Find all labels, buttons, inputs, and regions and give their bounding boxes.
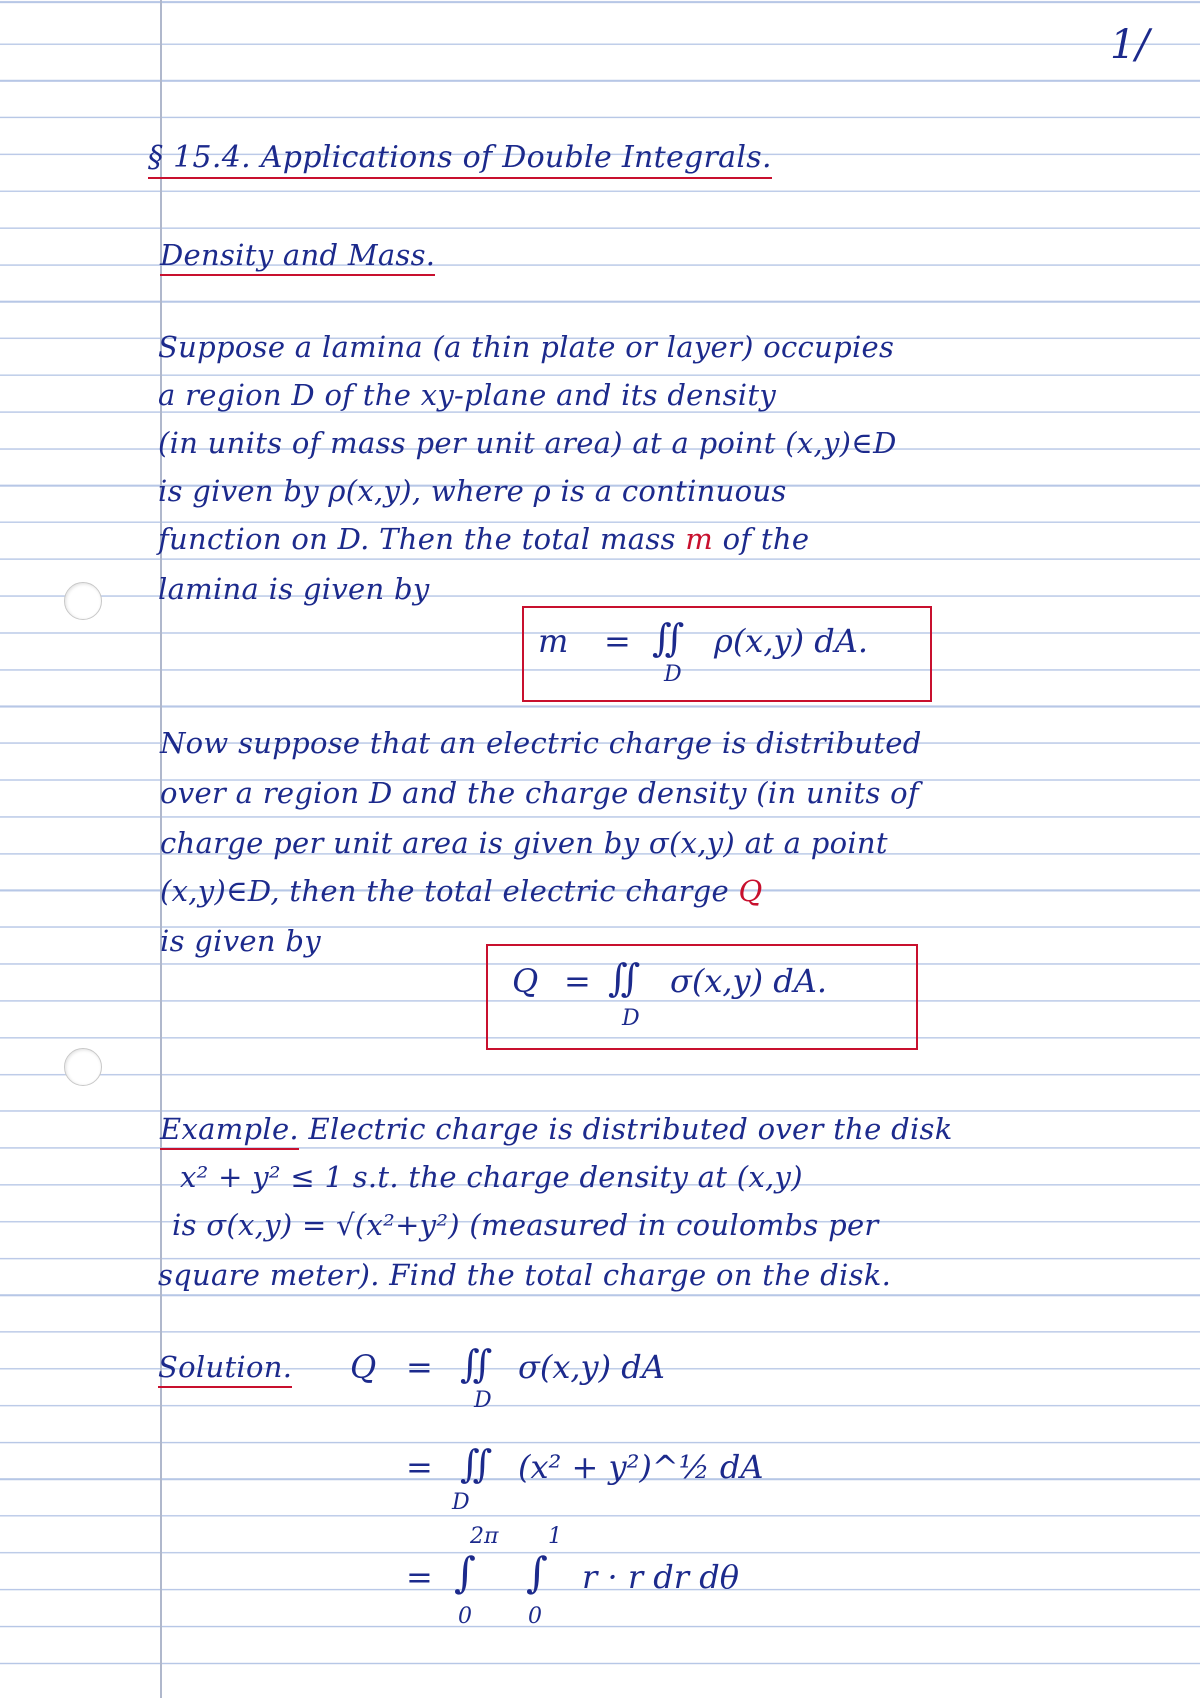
solution-line3-inner-upper: 1 bbox=[548, 1524, 562, 1549]
mass-integrand: ρ(x,y) dA. bbox=[714, 622, 869, 660]
solution-line1-lhs: Q bbox=[350, 1348, 377, 1386]
example-line2: x² + y² ≤ 1 s.t. the charge density at (x,y) bbox=[180, 1160, 803, 1194]
example-line1 bbox=[160, 1112, 953, 1146]
page-number: 1/ bbox=[1110, 22, 1150, 68]
solution-line3-integrand: r · r dr dθ bbox=[582, 1558, 739, 1596]
example-line3: is σ(x,y) = √(x²+y²) (measured in coulombs per bbox=[172, 1208, 879, 1242]
solution-line2-eq: = bbox=[406, 1448, 433, 1486]
mass-region: D bbox=[664, 662, 682, 687]
para1-line2: a region D of the xy-plane and its density bbox=[158, 378, 777, 412]
charge-integral-sign: ∬ bbox=[608, 956, 641, 1000]
para2-line1: Now suppose that an electric charge is distributed bbox=[160, 726, 922, 760]
subheading bbox=[160, 238, 435, 272]
mass-formula-box bbox=[522, 606, 932, 702]
solution-line1-eq: = bbox=[406, 1348, 433, 1386]
solution-line3-outer-integral: ∫ bbox=[454, 1548, 476, 1597]
mass-integral-sign: ∬ bbox=[652, 616, 685, 660]
solution-label-wrap bbox=[158, 1350, 292, 1384]
solution-line3-outer-lower: 0 bbox=[458, 1604, 472, 1629]
charge-eq: = bbox=[564, 962, 591, 1000]
para2-line3: charge per unit area is given by σ(x,y) at a point bbox=[160, 826, 888, 860]
subheading-text: Density and Mass. bbox=[160, 238, 435, 276]
para2-line2: over a region D and the charge density (in units of bbox=[160, 776, 919, 810]
example-line1-text: Electric charge is distributed over the disk bbox=[308, 1112, 953, 1146]
charge-region: D bbox=[622, 1006, 640, 1031]
para1-line4: is given by ρ(x,y), where ρ is a continuous bbox=[158, 474, 787, 508]
para2-line5: is given by bbox=[160, 924, 321, 958]
mass-eq: = bbox=[604, 622, 631, 660]
solution-line1-integrand: σ(x,y) dA bbox=[518, 1348, 665, 1386]
solution-line1-region: D bbox=[474, 1388, 492, 1413]
example-label: Example. bbox=[160, 1112, 299, 1150]
para1-line5-text: function on D. Then the total mass bbox=[158, 522, 676, 556]
para1-line6: lamina is given by bbox=[158, 572, 430, 606]
example-line4: square meter). Find the total charge on the disk. bbox=[158, 1258, 892, 1292]
para1-line5-tail: of the bbox=[722, 522, 810, 556]
para1-line3: (in units of mass per unit area) at a point (x,y)∈D bbox=[158, 426, 897, 460]
binder-hole bbox=[64, 582, 102, 620]
solution-line3-eq: = bbox=[406, 1558, 433, 1596]
binder-hole bbox=[64, 1048, 102, 1086]
solution-label: Solution. bbox=[158, 1350, 292, 1388]
section-title-text: § 15.4. Applications of Double Integrals. bbox=[148, 140, 772, 179]
para1-line1: Suppose a lamina (a thin plate or layer) occupies bbox=[158, 330, 895, 364]
solution-line1-integral: ∬ bbox=[460, 1342, 493, 1386]
solution-line1 bbox=[350, 1340, 870, 1413]
section-title bbox=[148, 140, 772, 175]
solution-line2-integrand: (x² + y²)^½ dA bbox=[518, 1448, 764, 1486]
solution-line2-region: D bbox=[452, 1490, 470, 1515]
para1-line5 bbox=[158, 522, 809, 556]
mass-lhs: m bbox=[538, 622, 569, 660]
solution-line3 bbox=[350, 1518, 870, 1628]
para2-line4 bbox=[160, 874, 763, 908]
charge-formula-box bbox=[486, 944, 918, 1050]
solution-line2-integral: ∬ bbox=[460, 1442, 493, 1486]
solution-line3-inner-lower: 0 bbox=[528, 1604, 542, 1629]
mass-symbol: m bbox=[685, 522, 714, 556]
solution-line2 bbox=[350, 1440, 870, 1520]
solution-line3-outer-upper: 2π bbox=[470, 1524, 499, 1549]
charge-lhs: Q bbox=[512, 962, 539, 1000]
charge-integrand: σ(x,y) dA. bbox=[670, 962, 828, 1000]
charge-symbol: Q bbox=[738, 874, 763, 908]
para2-line4-text: (x,y)∈D, then the total electric charge bbox=[160, 874, 729, 908]
solution-line3-inner-integral: ∫ bbox=[526, 1548, 548, 1597]
